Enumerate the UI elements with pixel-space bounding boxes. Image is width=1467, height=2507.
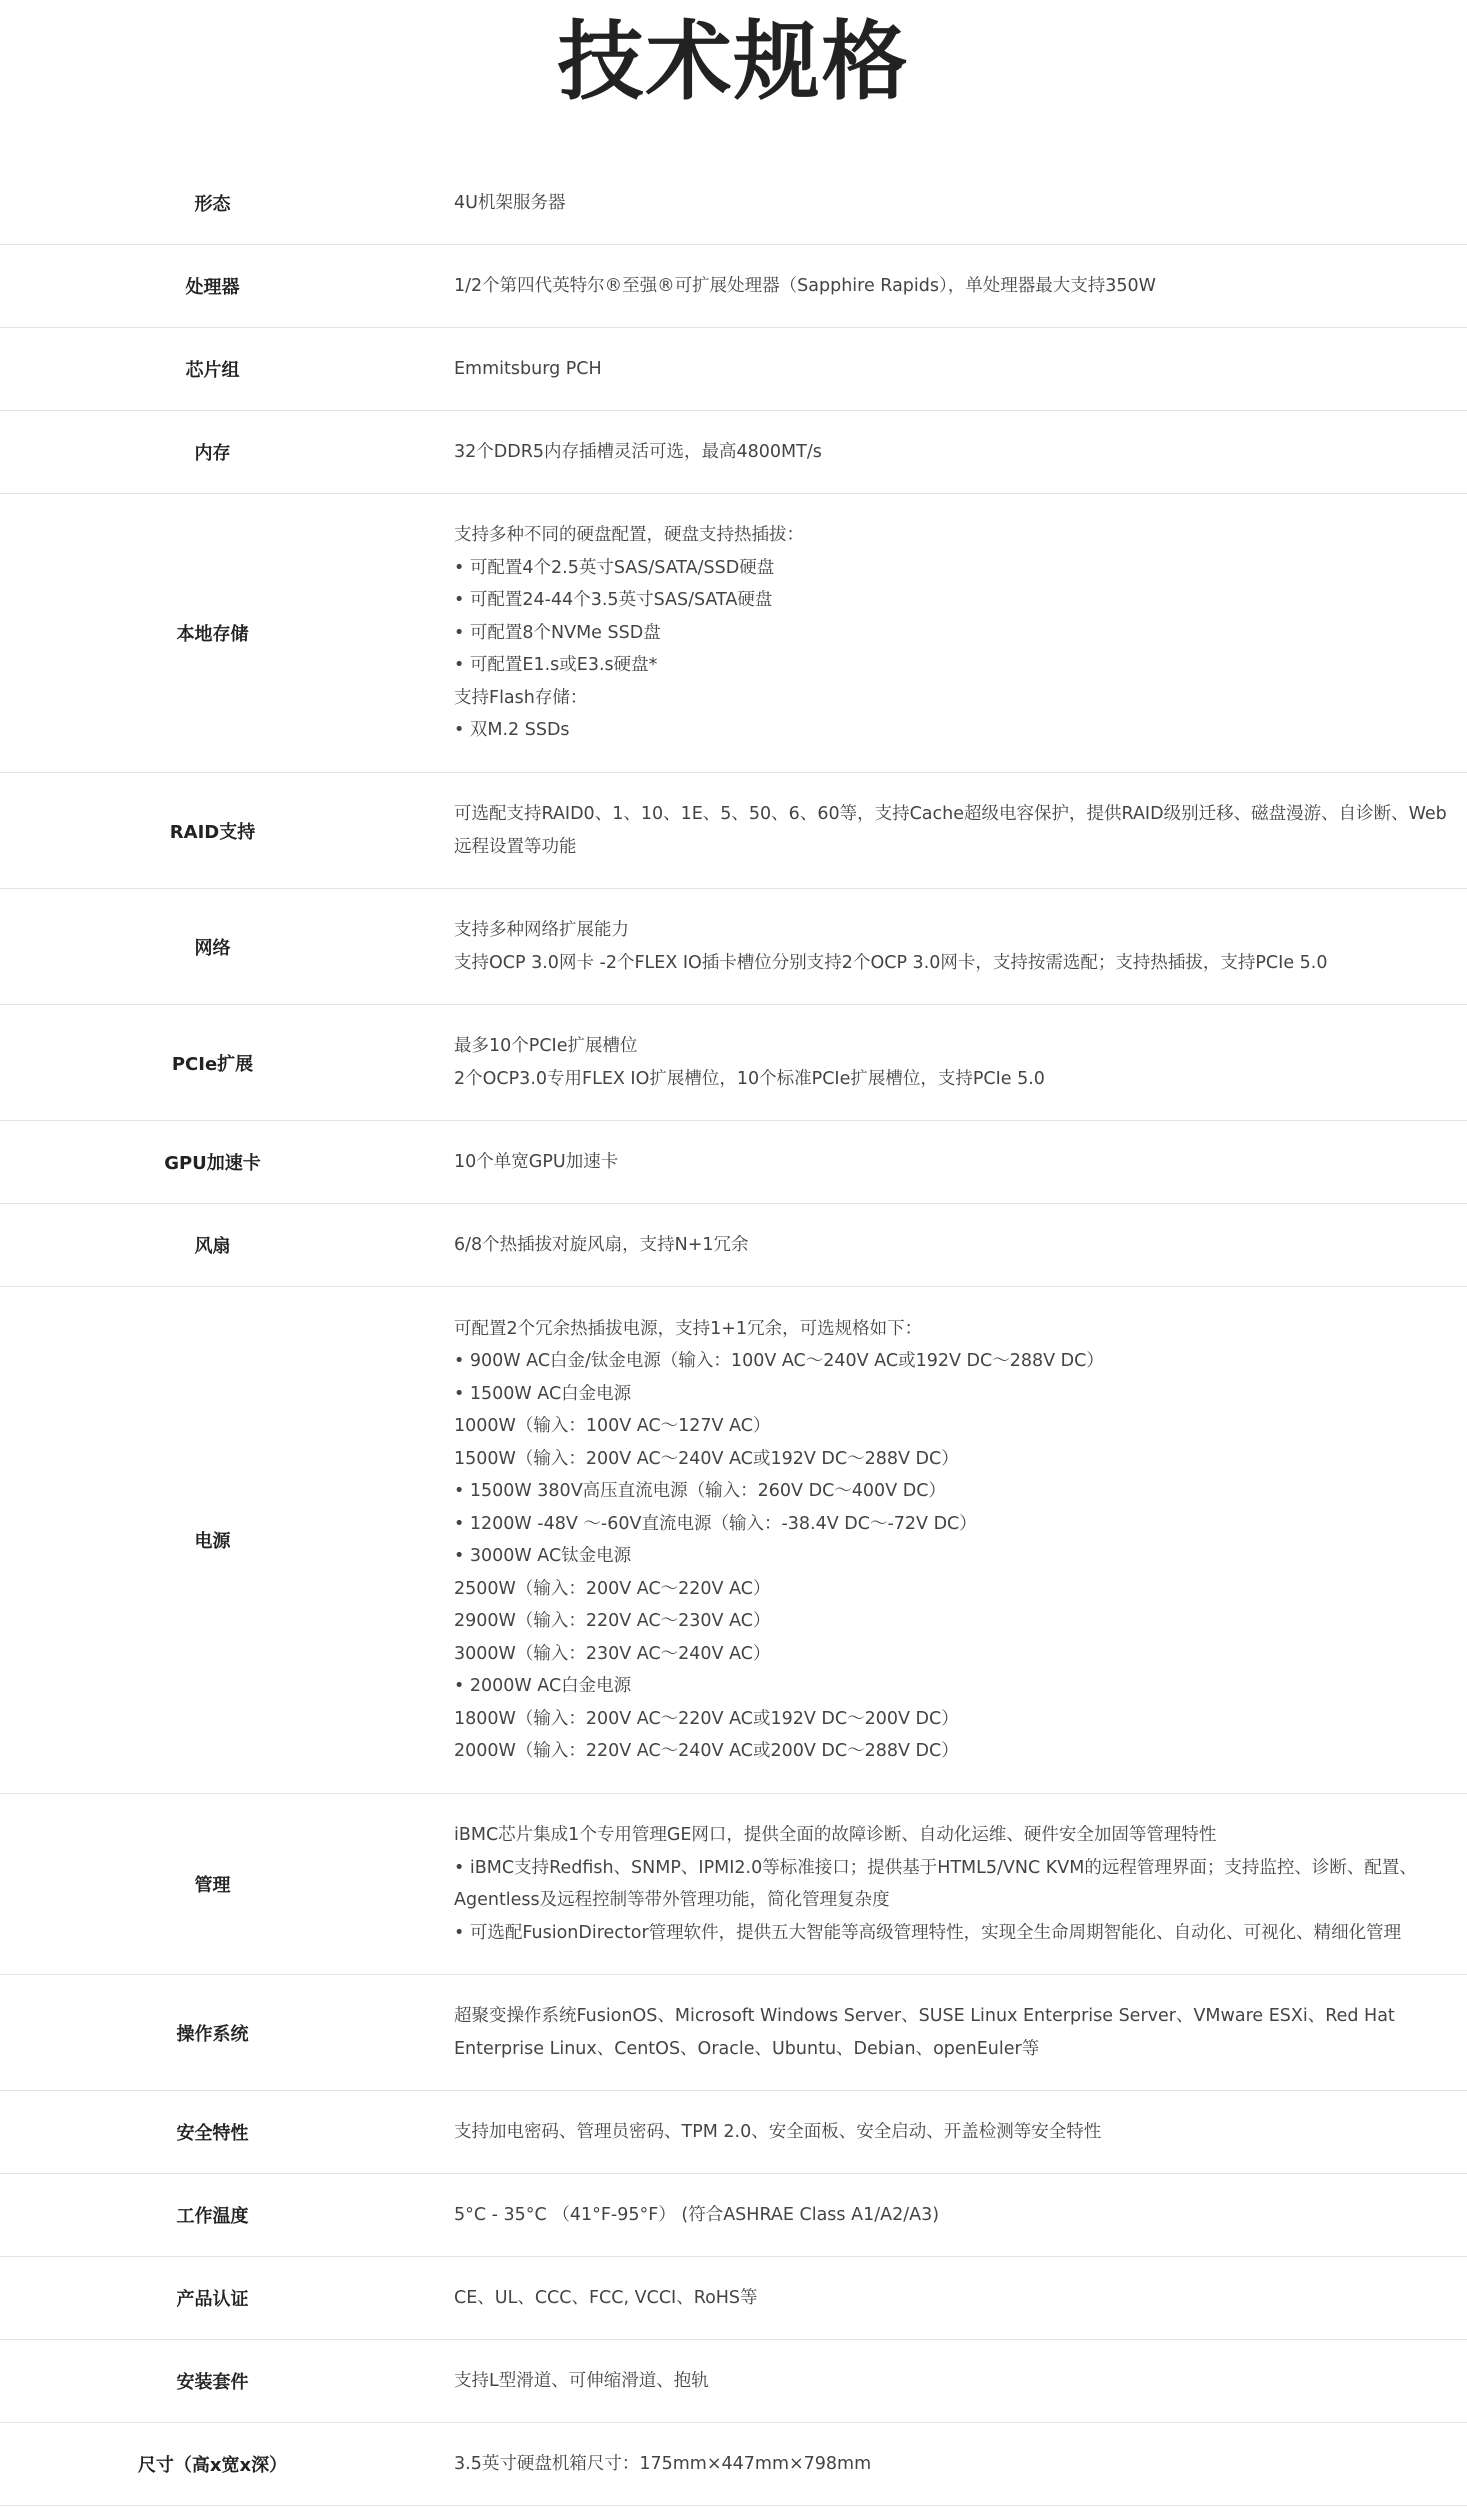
spec-value	[425, 519, 1467, 747]
spec-value	[425, 2000, 1467, 2065]
spec-value-line: 支持Flash存储：	[454, 687, 588, 708]
page-title: 技术规格	[557, 12, 910, 112]
spec-value-line: • 3000W AC钛金电源	[454, 1546, 632, 1566]
spec-value-line: • 900W AC白金/钛金电源（输入：100V AC～240V AC或192V DC～288V DC）	[454, 1351, 1104, 1371]
spec-value	[425, 914, 1467, 979]
spec-value	[425, 2282, 1467, 2315]
spec-value-line: 32个DDR5内存插槽灵活可选，最高4800MT/s	[454, 441, 822, 462]
spec-row-memory	[0, 411, 1467, 494]
spec-value-line: 3.5英寸硬盘机箱尺寸：175mm×447mm×798mm	[454, 2453, 872, 2474]
spec-label: 电源	[194, 1531, 231, 1552]
spec-value	[425, 2116, 1467, 2149]
spec-value-line: • 可配置8个NVMe SSD盘	[454, 622, 661, 643]
spec-row-fan	[0, 1204, 1467, 1287]
spec-value-line: CE、UL、CCC、FCC, VCCI、RoHS等	[454, 2287, 758, 2308]
spec-value-line: 2个OCP3.0专用FLEX IO扩展槽位，10个标准PCIe扩展槽位，支持PCIe 5.0	[454, 1068, 1045, 1089]
spec-value-line: 2900W（输入：220V AC～230V AC）	[454, 1611, 771, 1631]
spec-value	[425, 1229, 1467, 1262]
spec-label: 形态	[194, 194, 231, 215]
spec-label: 处理器	[185, 277, 240, 298]
spec-value	[425, 436, 1467, 469]
spec-value-line: 支持加电密码、管理员密码、TPM 2.0、安全面板、安全启动、开盖检测等安全特性	[454, 2121, 1102, 2142]
spec-row-mounting-kit	[0, 2340, 1467, 2423]
spec-row-local-storage	[0, 494, 1467, 773]
spec-label: 风扇	[194, 1236, 231, 1257]
spec-value-line: 支持L型滑道、可伸缩滑道、抱轨	[454, 2370, 709, 2391]
spec-value-line: 可配置2个冗余热插拔电源，支持1+1冗余，可选规格如下：	[454, 1318, 923, 1339]
spec-value	[425, 2365, 1467, 2398]
spec-value-line: 2500W（输入：200V AC～220V AC）	[454, 1578, 771, 1599]
spec-row-gpu	[0, 1121, 1467, 1204]
spec-value-line: • 可配置E1.s或E3.s硬盘*	[454, 655, 658, 676]
spec-value-line: 3000W（输入：230V AC～240V AC）	[454, 1643, 771, 1664]
spec-label: 网络	[194, 937, 231, 959]
spec-value-line: 支持多种网络扩展能力	[454, 920, 629, 940]
spec-value	[425, 1313, 1467, 1768]
spec-value	[425, 798, 1467, 863]
spec-value-line: Emmitsburg PCH	[454, 358, 602, 379]
spec-row-chipset	[0, 328, 1467, 411]
spec-value-line: 1/2个第四代英特尔®至强®可扩展处理器（Sapphire Rapids），单处理器最大支持350W	[454, 275, 1156, 296]
spec-label: 芯片组	[185, 360, 240, 381]
spec-value	[425, 1819, 1467, 1949]
spec-label: 操作系统	[176, 2023, 249, 2045]
spec-value-line: 可选配支持RAID0、1、10、1E、5、50、6、60等，支持Cache超级电容保护，提供RAID级别迁移、磁盘漫游、自诊断、Web	[454, 804, 1447, 824]
spec-value-line: 5°C - 35°C （41°F-95°F） (符合ASHRAE Class A1/A2/A3)	[454, 2204, 940, 2225]
spec-row-raid	[0, 773, 1467, 889]
spec-label: 管理	[194, 1875, 231, 1896]
spec-label: 内存	[194, 443, 231, 464]
spec-label: 本地存储	[176, 624, 249, 645]
spec-value-line: 1000W（输入：100V AC～127V AC）	[454, 1416, 771, 1436]
spec-row-os	[0, 1975, 1467, 2091]
spec-value-line: • 2000W AC白金电源	[454, 1676, 632, 1696]
spec-label: 产品认证	[176, 2289, 249, 2310]
spec-value-line: 最多10个PCIe扩展槽位	[454, 1036, 638, 1056]
spec-table	[0, 162, 1467, 2506]
spec-value-line: • 可配置24-44个3.5英寸SAS/SATA硬盘	[454, 590, 773, 611]
spec-row-temperature	[0, 2174, 1467, 2257]
spec-row-form-factor	[0, 162, 1467, 245]
spec-value-line: 6/8个热插拔对旋风扇，支持N+1冗余	[454, 1234, 749, 1255]
spec-value	[425, 187, 1467, 220]
spec-value-line: 支持OCP 3.0网卡 -2个FLEX IO插卡槽位分别支持2个OCP 3.0网卡，支持按需选配；支持热插拔，支持PCIe 5.0	[454, 952, 1328, 973]
spec-label: 安装套件	[176, 2372, 249, 2393]
spec-label: PCIe扩展	[171, 1053, 254, 1075]
spec-value-line: 10个单宽GPU加速卡	[454, 1151, 619, 1172]
spec-value-line: 远程设置等功能	[454, 836, 577, 857]
spec-value-line: • iBMC支持Redfish、SNMP、IPMI2.0等标准接口；提供基于HTML5/VNC KVM的远程管理界面；支持监控、诊断、配置、	[454, 1857, 1417, 1878]
spec-value-line: • 1500W 380V高压直流电源（输入：260V DC～400V DC）	[454, 1481, 946, 1501]
spec-value-line: • 可选配FusionDirector管理软件，提供五大智能等高级管理特性，实现全生命周期智能化、自动化、可视化、精细化管理	[454, 1922, 1402, 1943]
spec-row-dimensions	[0, 2423, 1467, 2506]
spec-value	[425, 353, 1467, 386]
spec-value-line: Enterprise Linux、CentOS、Oracle、Ubuntu、Debian、openEuler等	[454, 2038, 1040, 2059]
spec-value-line: 2000W（输入：220V AC～240V AC或200V DC～288V DC）	[454, 1741, 959, 1761]
spec-value-line: 4U机架服务器	[454, 192, 566, 213]
spec-value	[425, 270, 1467, 303]
spec-label: GPU加速卡	[164, 1153, 261, 1174]
spec-value	[425, 2199, 1467, 2232]
spec-value-line: • 1200W -48V ～-60V直流电源（输入：-38.4V DC～-72V DC）	[454, 1513, 977, 1534]
spec-row-security	[0, 2091, 1467, 2174]
spec-value	[425, 1030, 1467, 1095]
spec-value-line: 1500W（输入：200V AC～240V AC或192V DC～288V DC）	[454, 1448, 959, 1469]
spec-row-certification	[0, 2257, 1467, 2340]
spec-label: RAID支持	[169, 821, 256, 843]
spec-value-line: Agentless及远程控制等带外管理功能，简化管理复杂度	[454, 1890, 890, 1910]
spec-value-line: 1800W（输入：200V AC～220V AC或192V DC～200V DC）	[454, 1708, 959, 1729]
spec-row-processor	[0, 245, 1467, 328]
spec-row-pcie	[0, 1005, 1467, 1121]
spec-value-line: 超聚变操作系统FusionOS、Microsoft Windows Server、SUSE Linux Enterprise Server、VMware ESXi、Red Hat	[454, 2006, 1395, 2026]
spec-value-line: 支持多种不同的硬盘配置，硬盘支持热插拔：	[454, 525, 804, 546]
spec-label: 安全特性	[176, 2123, 249, 2144]
spec-row-network	[0, 889, 1467, 1005]
spec-value-line: • 可配置4个2.5英寸SAS/SATA/SSD硬盘	[454, 557, 775, 578]
spec-label: 尺寸（高x宽x深）	[137, 2455, 288, 2476]
spec-value	[425, 1146, 1467, 1179]
spec-value-line: iBMC芯片集成1个专用管理GE网口，提供全面的故障诊断、自动化运维、硬件安全加固等管理特性	[454, 1825, 1217, 1845]
spec-label: 工作温度	[176, 2206, 249, 2227]
spec-value	[425, 2448, 1467, 2481]
spec-row-management	[0, 1794, 1467, 1975]
spec-value-line: • 双M.2 SSDs	[454, 720, 570, 741]
spec-row-power	[0, 1287, 1467, 1794]
spec-value-line: • 1500W AC白金电源	[454, 1383, 632, 1404]
